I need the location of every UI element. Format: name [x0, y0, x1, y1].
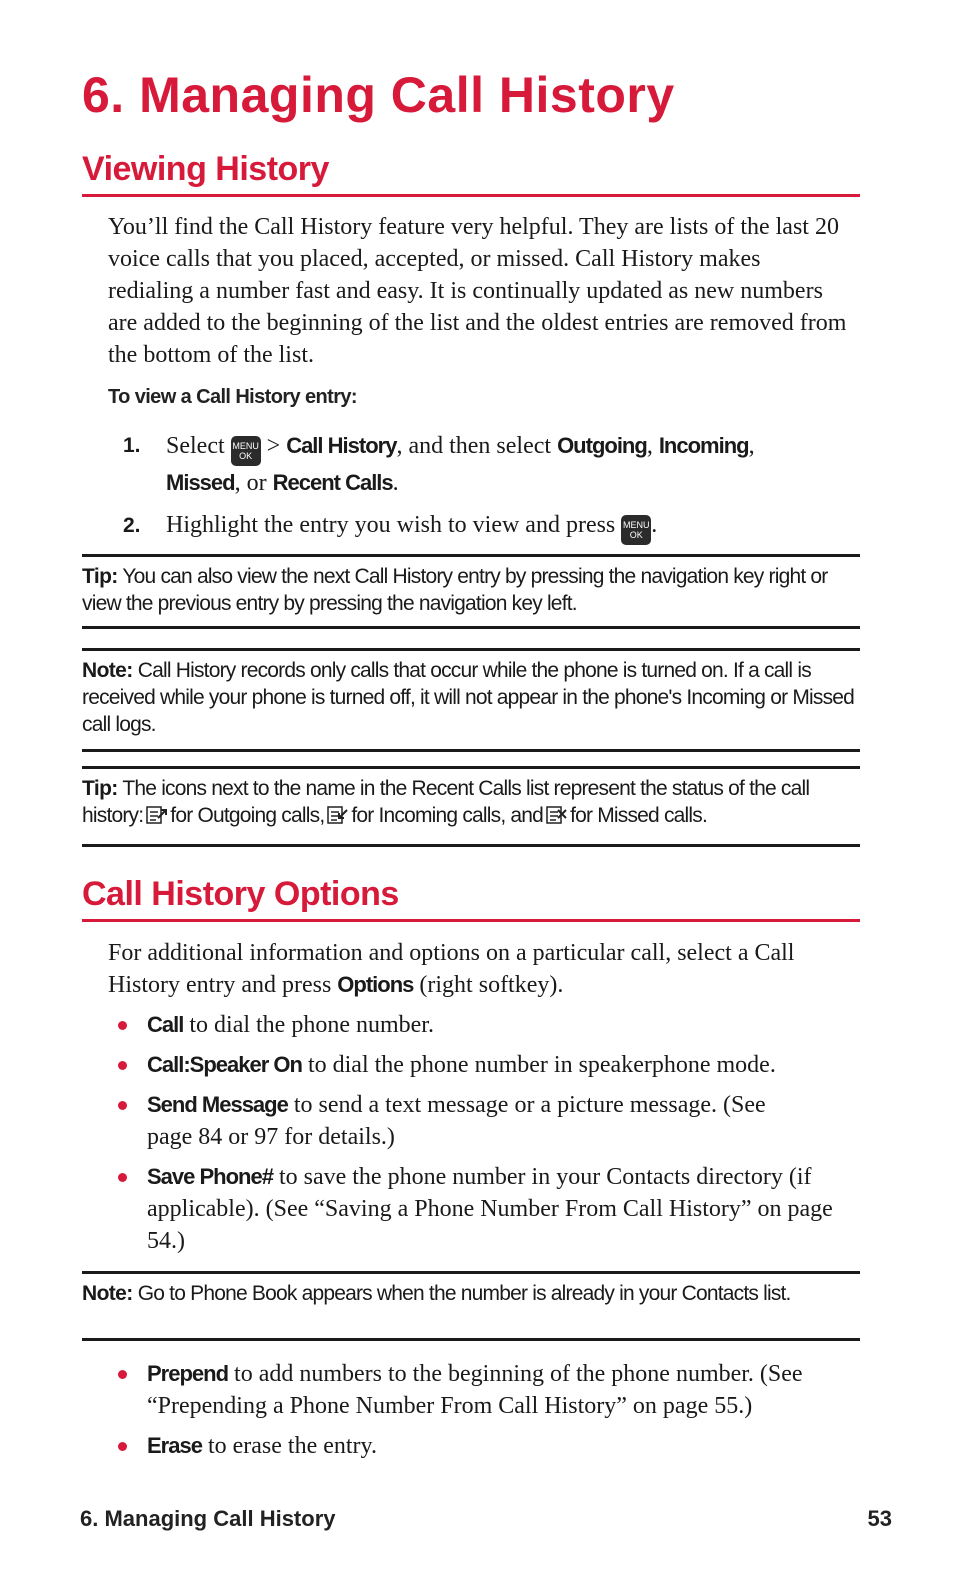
key-label-top: MENU: [232, 441, 259, 451]
option-description: to dial the phone number in speakerphone mode.: [307, 1052, 776, 1078]
tip-callout-status-icons: [82, 766, 860, 847]
option-name: Save Phone#: [147, 1164, 273, 1189]
list-item: [118, 1049, 858, 1081]
punctuation: ,: [748, 433, 755, 459]
intro-text: (right softkey).: [419, 972, 564, 998]
tip-text: for Incoming calls, and: [351, 804, 544, 827]
bullet-dot: [118, 1442, 127, 1451]
list-item: [118, 1161, 858, 1257]
step-number: 1.: [123, 434, 141, 457]
menu-separator: >: [266, 433, 281, 459]
key-label-bottom: OK: [629, 530, 643, 540]
menu-ok-key-icon: [621, 515, 651, 545]
note-label: Note:: [82, 1282, 133, 1305]
viewing-intro-paragraph: You’ll find the Call History feature very helpful. They are lists of the last 20 voice calls that you placed, accepted, or missed. Call History makes redialing a number fast and easy. It is continually updated as new numbers are added to the beginning of the list and the oldest entries are removed from the bottom of the list.: [108, 214, 847, 368]
step-text: [166, 509, 856, 545]
list-item: [118, 1430, 858, 1462]
bullet-dot: [118, 1173, 127, 1182]
punctuation: .: [651, 512, 658, 538]
step-word: Select: [166, 433, 225, 459]
note-label: Note:: [82, 659, 133, 682]
options-list-continued: [118, 1358, 858, 1462]
menu-ok-key-icon: [231, 436, 261, 466]
option-description: to erase the entry.: [207, 1433, 377, 1459]
option-name: Send Message: [147, 1092, 288, 1117]
missed-call-icon: [544, 804, 568, 826]
step-2: [108, 509, 848, 543]
options-list: [118, 1009, 858, 1257]
step-number: 2.: [123, 514, 141, 537]
incoming-call-icon: [325, 804, 349, 826]
key-label-bottom: OK: [239, 451, 253, 461]
option-name: Prepend: [147, 1361, 229, 1386]
step-1: [108, 429, 848, 495]
page-number: 53: [867, 1506, 892, 1531]
list-item: [118, 1009, 858, 1041]
note-callout-power: [82, 648, 860, 752]
step-word: , and then select: [396, 433, 552, 459]
option-description: to send a text message or a picture message. (See page 84 or 97 for details.): [147, 1092, 766, 1150]
list-item: [118, 1089, 807, 1153]
options-softkey-label: Options: [337, 972, 414, 997]
procedure-subhead: To view a Call History entry:: [108, 386, 357, 408]
tip-callout-navigation: [82, 554, 860, 629]
tip-label: Tip:: [82, 565, 118, 588]
option-description: to dial the phone number.: [189, 1012, 434, 1038]
options-intro-paragraph: [108, 937, 848, 1001]
tip-label: Tip:: [82, 777, 118, 800]
bullet-dot: [118, 1021, 127, 1030]
menu-item-missed: Missed: [166, 470, 235, 495]
note-callout-phone-book: [82, 1271, 860, 1341]
chapter-title: 6. Managing Call History: [82, 67, 675, 123]
bullet-dot: [118, 1370, 127, 1379]
menu-item-recent-calls: Recent Calls: [272, 470, 393, 495]
tip-text: The icons next to the name in the Recent Calls list represent the status of the call history:: [82, 777, 810, 827]
menu-item-call-history: Call History: [286, 433, 397, 458]
option-description: to save the phone number in your Contacts directory (if applicable). (See “Saving a Phone Number From Call History” on page 54.): [147, 1164, 833, 1254]
option-name: Call:Speaker On: [147, 1052, 302, 1077]
step-word: , or: [234, 470, 267, 496]
list-item: [118, 1358, 847, 1422]
footer-chapter-title: 6. Managing Call History: [80, 1506, 336, 1531]
step-words: Highlight the entry you wish to view and press: [166, 512, 616, 538]
step-text: [166, 429, 856, 500]
note-text: Go to Phone Book appears when the number is already in your Contacts list.: [137, 1282, 791, 1305]
tip-text: You can also view the next Call History entry by pressing the navigation key right or view the previous entry by pressing the navigation key left.: [82, 565, 828, 615]
option-name: Call: [147, 1012, 184, 1037]
option-description: to add numbers to the beginning of the phone number. (See “Prepending a Phone Number From Call History” on page 55.): [147, 1361, 803, 1419]
outgoing-call-icon: [144, 804, 168, 826]
bullet-dot: [118, 1101, 127, 1110]
menu-item-outgoing: Outgoing: [557, 433, 647, 458]
key-label-top: MENU: [623, 520, 650, 530]
menu-item-incoming: Incoming: [658, 433, 749, 458]
punctuation: ,: [646, 433, 653, 459]
bullet-dot: [118, 1061, 127, 1070]
intro-text: For additional information and options on a particular call, select a Call History entry and press: [108, 940, 795, 998]
section-heading-viewing-history: Viewing History: [82, 152, 860, 197]
punctuation: .: [392, 470, 399, 496]
option-name: Erase: [147, 1433, 202, 1458]
tip-text: for Missed calls.: [570, 804, 708, 827]
tip-text: for Outgoing calls,: [170, 804, 325, 827]
section-heading-call-history-options: Call History Options: [82, 877, 860, 922]
note-text: Call History records only calls that occur while the phone is turned on. If a call is received while your phone is turned off, it will not appear in the phone's Incoming or Missed call logs.: [82, 659, 855, 736]
